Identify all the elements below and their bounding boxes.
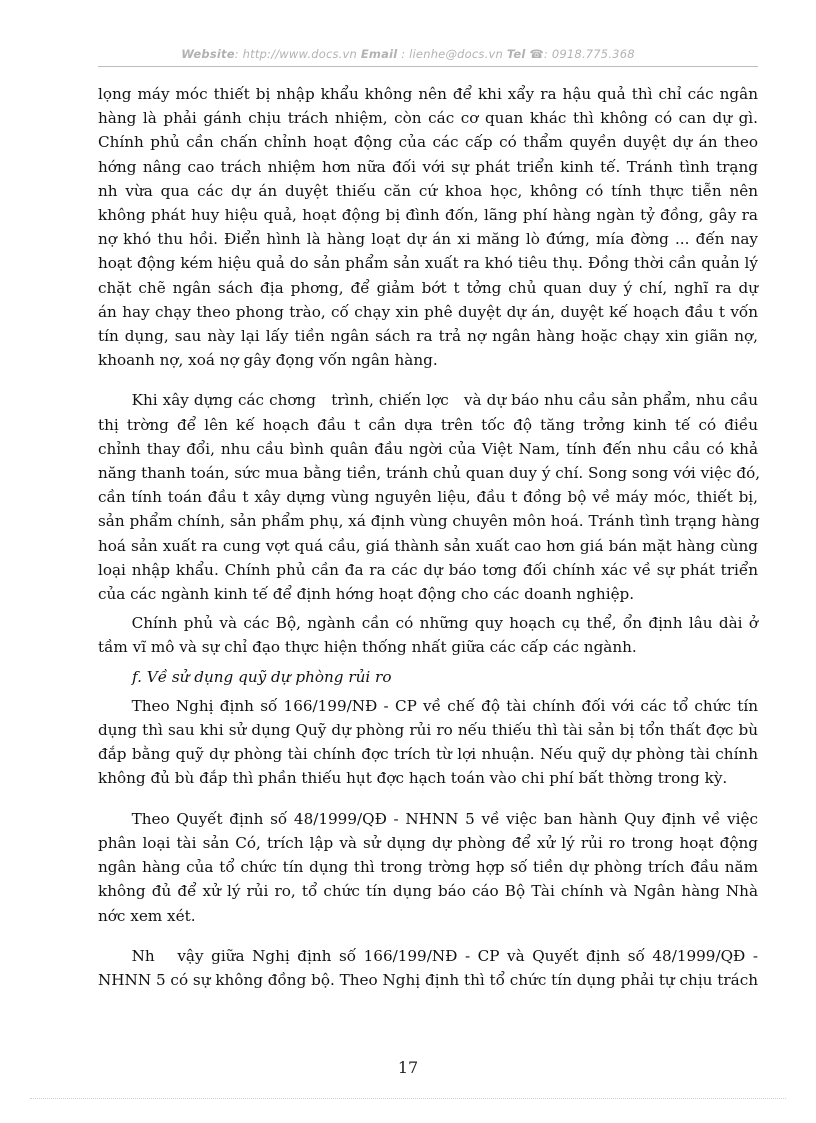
text-line: Theo Quyết định số 48/1999/QĐ - NHNN 5 về việc ban hành Quy định về việc <box>131 809 758 828</box>
paragraph <box>98 388 761 606</box>
text-line: năng thanh toán, sức mua bằng tiền, tránh chủ quan duy ý chí. Song song với việc đó, <box>98 464 761 483</box>
tel-value: ☎: 0918.775.368 <box>525 47 635 61</box>
page-number: 17 <box>397 1058 419 1077</box>
text-line: chặt chẽ ngân sách địa phơng, để giảm bớt t tởng chủ quan duy ý chí, nghĩ ra dự <box>98 278 758 297</box>
text-line: Chính phủ và các Bộ, ngành cần có những quy hoạch cụ thể, ổn định lâu dài ở <box>131 614 758 633</box>
website-value: : http://www.docs.vn <box>234 47 361 61</box>
page-header <box>0 47 816 61</box>
text-line: Theo Nghị định số 166/199/NĐ - CP về chế độ tài chính đối với các tổ chức tín <box>131 696 758 715</box>
text-line: lọng máy móc thiết bị nhập khẩu không nên để khi xẩy ra hậu quả thì chỉ các ngân <box>98 85 758 103</box>
text-line: tín dụng, sau này lại lấy tiền ngân sách ra trả nợ ngân hàng hoặc chạy xin giãn nợ, <box>98 327 758 346</box>
text-line: nợ khó thu hồi. Điển hình là hàng loạt dự án xi măng lò đứng, mía đờng ... đến nay <box>98 230 758 249</box>
text-line: Khi xây dựng các chơng trình, chiến lợc và dự báo nhu cầu sản phẩm, nhu cầu <box>131 391 758 410</box>
text-line: hàng là phải gánh chịu trách nhiệm, còn các cơ quan khác thì không có can dự gì. <box>98 109 758 128</box>
text-line: phân loại tài sản Có, trích lập và sử dụng dự phòng để xử lý rủi ro trong hoạt động <box>98 833 758 852</box>
header-divider <box>98 66 758 67</box>
text-line: loại nhập khẩu. Chính phủ cần đa ra các dự báo tơng đối chính xác về sự phát triển <box>98 560 758 579</box>
text-line: thị trờng để lên kế hoạch đầu t cần dựa trên tốc độ tăng trởng kinh tế có điều <box>98 415 758 434</box>
document-body <box>98 82 761 992</box>
text-line: nớc xem xét. <box>98 906 196 925</box>
text-line: sản phẩm chính, sản phẩm phụ, xá định vùng chuyên môn hoá. Tránh tình trạng hàng <box>98 512 760 531</box>
text-line: dụng thì sau khi sử dụng Quỹ dự phòng rủi ro nếu thiếu thì tài sản bị tổn thất đợc bù <box>98 721 758 740</box>
section-heading: f. Về sử dụng quỹ dự phòng rủi ro <box>132 667 392 686</box>
text-line: nh vừa qua các dự án duyệt thiếu căn cứ khoa học, không có tính thực tiễn nên <box>98 181 758 200</box>
email-label: Email <box>360 47 398 61</box>
text-line: Chính phủ cần chấn chỉnh hoạt động của các cấp có thẩm quyền duyệt dự án theo <box>98 133 758 152</box>
text-line: không phát huy hiệu quả, hoạt động bị đình đốn, lãng phí hàng ngàn tỷ đồng, gây ra <box>98 206 758 225</box>
text-line: hớng nâng cao trách nhiệm hơn nữa đối với sự phát triển kinh tế. Tránh tình trạng <box>98 157 758 176</box>
text-line: Nh vậy giữa Nghị định số 166/199/NĐ - CP và Quyết định số 48/1999/QĐ - <box>131 946 758 965</box>
text-line: không đủ để xử lý rủi ro, tổ chức tín dụng báo cáo Bộ Tài chính và Ngân hàng Nhà <box>98 882 758 901</box>
text-line: hoá sản xuất ra cung vợt quá cầu, giá thành sản xuất cao hơn giá bán mặt hàng cùng <box>98 536 758 555</box>
website-label: Website <box>181 47 235 61</box>
text-line: của các ngành kinh tế để định hớng hoạt động cho các doanh nghiệp. <box>98 585 635 604</box>
text-line: không đủ bù đắp thì phần thiếu hụt đợc hạch toán vào chi phí bất thờng trong kỳ. <box>98 769 728 788</box>
text-line: đắp bằng quỹ dự phòng tài chính đợc trích từ lợi nhuận. Nếu quỹ dự phòng tài chính <box>98 745 758 764</box>
text-line: hoạt động kém hiệu quả do sản phẩm sản xuất ra khó tiêu thụ. Đồng thời cần quản lý <box>98 254 758 273</box>
text-line: khoanh nợ, xoá nợ gây đọng vốn ngân hàng. <box>98 351 438 370</box>
text-line: cần tính toán đầu t xây dựng vùng nguyên liệu, đầu t đồng bộ về máy móc, thiết bị, <box>98 488 758 507</box>
text-line: án hay chạy theo phong trào, cố chạy xin phê duyệt dự án, duyệt kế hoạch đầu t vốn <box>98 302 758 321</box>
paragraph <box>98 807 758 928</box>
paragraph <box>98 944 758 992</box>
paragraph <box>98 82 758 372</box>
email-value: : lienhe@docs.vn <box>397 47 507 61</box>
text-line: ngân hàng của tổ chức tín dụng thì trong trờng hợp số tiền dự phòng trích đầu năm <box>98 858 758 877</box>
text-line: chỉnh thay đổi, nhu cầu bình quân đầu ngời của Việt Nam, tính đến nhu cầu có khả <box>98 439 758 458</box>
text-line: tầm vĩ mô và sự chỉ đạo thực hiện thống nhất giữa các cấp các ngành. <box>98 638 637 657</box>
text-line: NHNN 5 có sự không đồng bộ. Theo Nghị định thì tổ chức tín dụng phải tự chịu trách <box>98 970 758 989</box>
paragraph <box>98 611 758 659</box>
footer-divider <box>30 1098 786 1099</box>
tel-label: Tel <box>506 47 526 61</box>
paragraph <box>98 694 758 791</box>
